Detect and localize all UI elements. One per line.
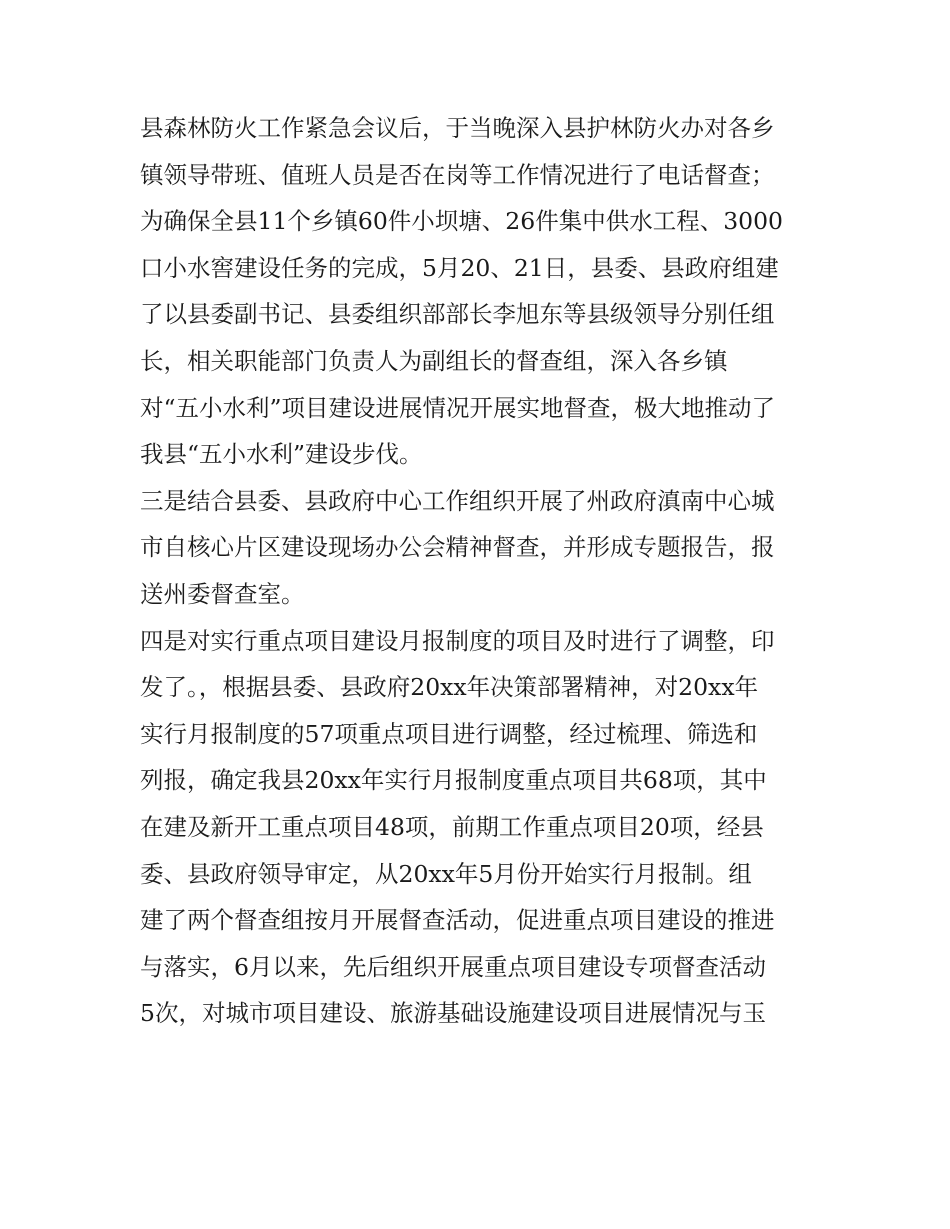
text-line: 了以县委副书记、县委组织部部长李旭东等县级领导分别任组 [140, 300, 775, 329]
text-line: 三是结合县委、县政府中心工作组织开展了州政府滇南中心城 [140, 486, 775, 515]
text-line: 四是对实行重点项目建设月报制度的项目及时进行了调整，印 [140, 626, 775, 655]
text-line: 发了。，根据县委、县政府20xx年决策部署精神，对20xx年 [140, 673, 759, 702]
text-line: 与落实，6月以来，先后组织开展重点项目建设专项督查活动 [140, 952, 766, 981]
text-line: 送州委督查室。 [140, 579, 305, 608]
text-line: 县森林防火工作紧急会议后，于当晚深入县护林防火办对各乡 [140, 114, 775, 142]
text-line: 镇领导带班、值班人员是否在岗等工作情况进行了电话督查； [140, 160, 775, 189]
text-line: 列报，确定我县20xx年实行月报制度重点项目共68项，其中 [140, 766, 767, 795]
text-line: 长，相关职能部门负责人为副组长的督查组，深入各乡镇 [140, 346, 728, 375]
text-line: 5次，对城市项目建设、旅游基础设施建设项目进展情况与玉 [140, 999, 766, 1028]
text-line: 为确保全县11个乡镇60件小坝塘、26件集中供水工程、3000 [140, 207, 784, 236]
text-line: 对“五小水利”项目建设进展情况开展实地督查，极大地推动了 [140, 393, 776, 422]
document-body [140, 105, 820, 1037]
text-line: 市自核心片区建设现场办公会精神督查，并形成专题报告，报 [140, 533, 775, 562]
text-line: 委、县政府领导审定，从20xx年5月份开始实行月报制。组 [140, 859, 752, 888]
text-line: 建了两个督查组按月开展督查活动，促进重点项目建设的推进 [140, 906, 775, 935]
text-line: 实行月报制度的57项重点项目进行调整，经过梳理、筛选和 [140, 719, 758, 748]
text-line: 我县“五小水利”建设步伐。 [140, 440, 423, 469]
text-line: 在建及新开工重点项目48项，前期工作重点项目20项，经县 [140, 812, 764, 841]
text-line: 口小水窖建设任务的完成，5月20、21日，县委、县政府组建 [140, 253, 779, 282]
